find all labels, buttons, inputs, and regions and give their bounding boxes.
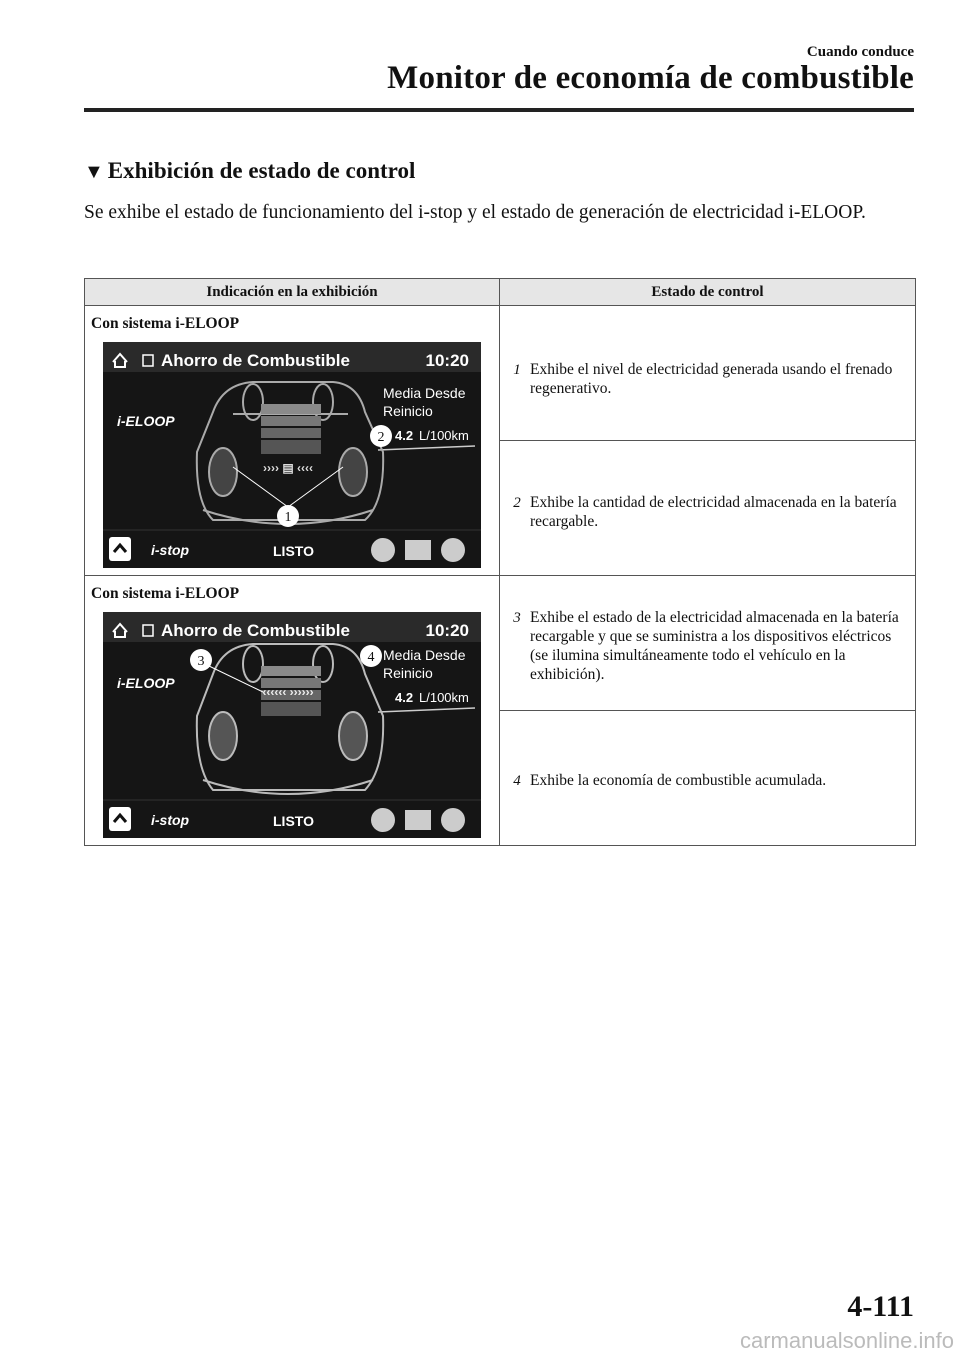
status-description [508,493,907,531]
screen-title: Ahorro de Combustible [161,621,350,640]
fuel-economy-screen [103,612,481,838]
screen-time: 10:20 [425,621,469,640]
display-cell [85,306,500,576]
fuel-value: 4.2 [395,428,414,443]
circled-number-4: 4 [513,773,521,789]
column-header-display: Indicación en la exhibición [85,279,500,306]
section-title [84,158,415,184]
regen-flow-icon: ›››› ▤ ‹‹‹‹ [263,461,313,475]
page-number: 4-111 [847,1290,914,1323]
ac-icon [441,538,465,562]
media-label-1: Media Desde [383,647,466,663]
supply-flow-icon: ‹‹‹‹‹‹ ›››››› [262,685,314,699]
table-row [85,306,916,441]
fuel-economy-screen [103,342,481,568]
steering-icon [371,808,395,832]
fuel-value: 4.2 [395,690,414,705]
intro-paragraph: Se exhibe el estado de funcionamiento del i-stop y el estado de generación de electricidad i-ELOOP. [84,202,866,223]
media-label-2: Reinicio [383,665,433,681]
circled-number-3: 3 [513,610,521,626]
istop-icon [109,537,131,561]
callout-number: 4 [367,650,375,665]
battery-icon [405,810,431,830]
fuel-unit: L/100km [419,690,469,705]
istop-label: i-stop [151,542,190,558]
media-label-2: Reinicio [383,403,433,419]
callout-number: 2 [377,430,385,445]
control-status-table [84,278,916,846]
header-rule [84,108,914,112]
status-description [508,608,907,684]
ac-icon [441,808,465,832]
column-header-status: Estado de control [500,279,916,306]
status-description [508,771,907,790]
status-description [508,360,907,398]
triangle-bullet-icon: ▼ [84,161,104,183]
status-cell [500,306,916,441]
display-cell [85,576,500,846]
istop-label: i-stop [151,812,190,828]
watermark: carmanualsonline.info [739,1328,954,1353]
screen-time: 10:20 [425,351,469,370]
circled-number-1: 1 [513,362,521,378]
callout-4 [360,645,382,667]
battery-icon [405,540,431,560]
callout-2 [370,425,392,447]
circled-number-2: 2 [513,495,521,511]
screen-title: Ahorro de Combustible [161,351,350,370]
screen-background [103,612,481,838]
istop-icon [109,807,131,831]
system-label: i-ELOOP [117,675,175,691]
chapter-label: Cuando conduce [806,44,914,60]
description-text: Exhibe la economía de combustible acumulada. [530,772,827,789]
steering-icon [371,538,395,562]
status-cell [500,711,916,846]
status-label: LISTO [273,813,314,829]
fuel-unit: L/100km [419,428,469,443]
row-label: Con sistema i-ELOOP [91,585,240,602]
system-label: i-ELOOP [117,413,175,429]
description-text: Exhibe el estado de la electricidad almacenada en la batería recargable y que se suministra a los dispositivos eléctricos (se ilumina simultáneamente todo el vehículo en la exhibición). [530,609,899,683]
battery-level-icon [261,404,321,454]
description-text: Exhibe el nivel de electricidad generada usando el frenado regenerativo. [530,361,893,397]
status-label: LISTO [273,543,314,559]
screen-background [103,342,481,568]
page-title: Monitor de economía de combustible [387,60,914,96]
callout-number: 1 [284,510,292,525]
table-row [85,576,916,711]
status-cell [500,576,916,711]
status-cell [500,441,916,576]
media-label-1: Media Desde [383,385,466,401]
description-text: Exhibe la cantidad de electricidad almacenada en la batería recargable. [530,494,897,530]
callout-number: 3 [197,654,205,669]
table-header-row [85,279,916,306]
row-label: Con sistema i-ELOOP [91,315,240,332]
section-title-text: Exhibición de estado de control [107,158,416,183]
